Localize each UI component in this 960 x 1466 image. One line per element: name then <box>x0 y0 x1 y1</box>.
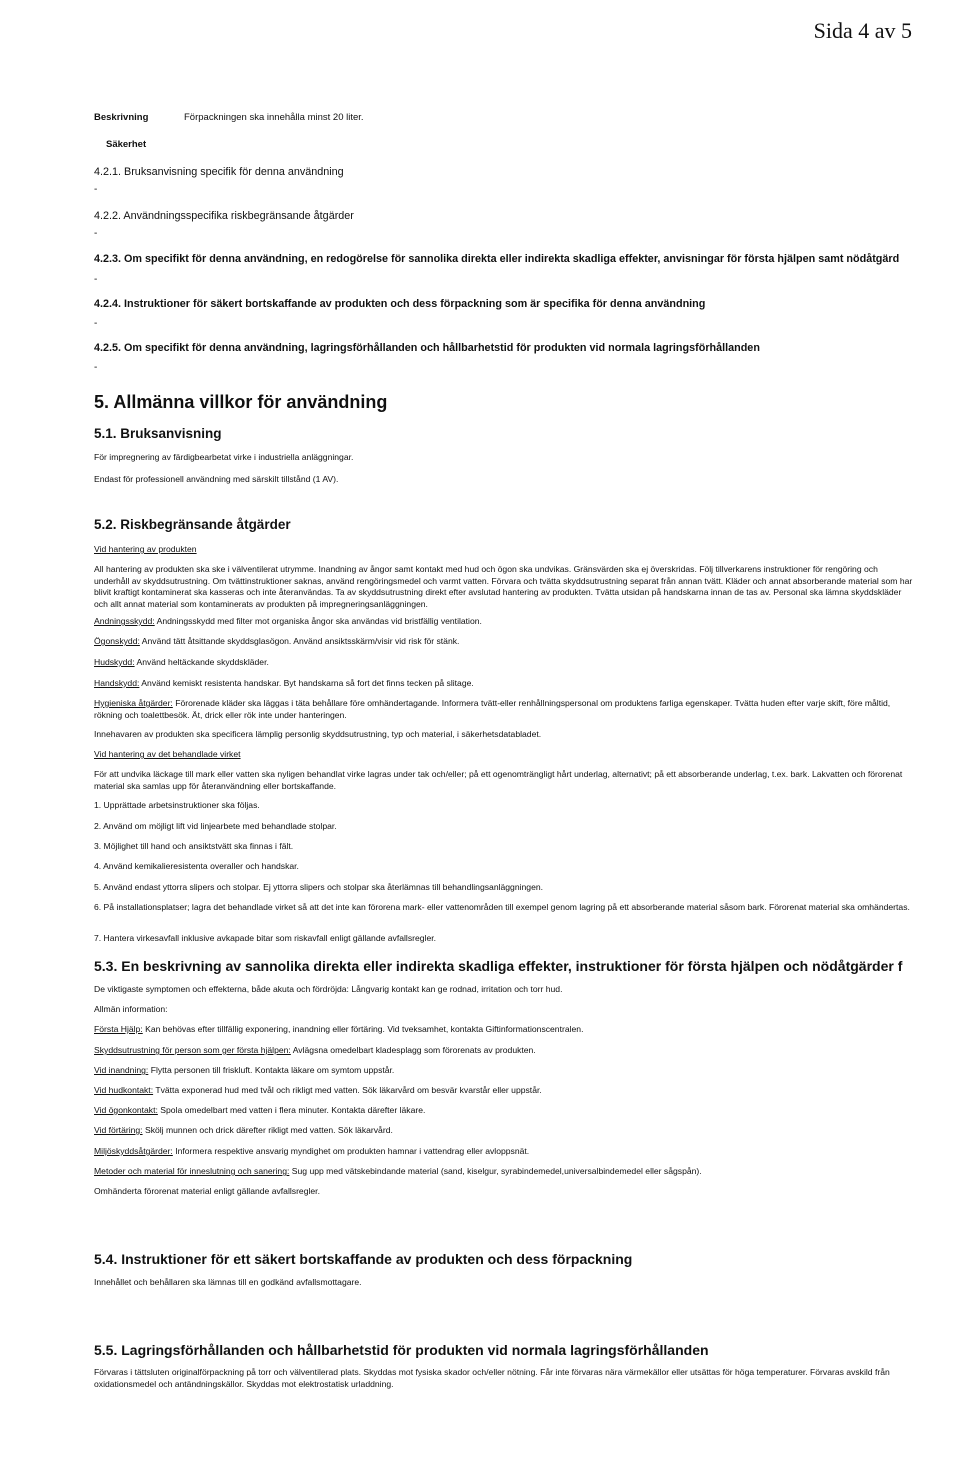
ogonkontakt-line <box>94 1105 425 1115</box>
section-5-2-p3: För att undvika läckage till mark eller vatten ska nyligen behandlat virke lagras under tak och/eller; på ett ogenomträngligt hårt underlag, alternativt; på ett absorberande underlag, t.ex. bark. Lakvatten och förorenat material ska samlas upp för återanvändning eller bortskaffande. <box>94 769 903 791</box>
dash: - <box>94 184 98 195</box>
dash: - <box>94 228 98 239</box>
hudskydd-text: Använd heltäckande skyddskläder. <box>134 657 269 667</box>
metoder-line <box>94 1166 702 1176</box>
andningsskydd-label: Andningsskydd: <box>94 616 155 626</box>
ogonkontakt-text: Spola omedelbart med vatten i flera minuter. Kontakta därefter läkare. <box>157 1105 426 1115</box>
list-item: 6. På installationsplatser; lagra det behandlade virket så att det inte kan förorena mark- eller vattenområden till exempel genom lagring på ett absorberande material såsom bark. Förorenat material ska omhändertas. <box>94 902 910 912</box>
handskydd-text: Använd kemiskt resistenta handskar. Byt handskarna så fort det finns tecken på slitage. <box>139 678 474 688</box>
section-5-3-p1: De viktigaste symptomen och effekterna, både akuta och fördröjda: Långvarig kontakt kan ge rodnad, irritation och torr hud. <box>94 984 563 994</box>
section-5-2-p1: All hantering av produkten ska ske i välventilerat utrymme. Inandning av ångor samt kontakt med hud och ögon ska undvikas. Gränsvärden ska ej överskridas. Följ tillverkarens instruktioner för rengöring och underhåll av skyddsutrustning. Om tvättinstruktioner saknas, använd rengöringsmedel och varmt vatten. Förvara och tvätta skyddsutrustning separat från annan tvätt. Kläder och annat absorberande material som har blivit kraftigt kontaminerat ska kasseras och inte återanvändas. Ta av skyddsutrustning direkt efter avslutad hantering av produkten. Tvätta utsidan på handskarna innan de tas av. Personal ska lämna skyddskläder och allt annat material som kontaminerats av produkten på impregneringsanläggningen. <box>94 564 913 609</box>
page-number: Sida 4 av 5 <box>813 18 912 43</box>
andningsskydd-text: Andningsskydd med filter mot organiska ångor ska användas vid bristfällig ventilation. <box>154 616 482 626</box>
fortaring-line <box>94 1125 393 1135</box>
forsta-hjalp-text: Kan behövas efter tillfällig exponering, inandning eller förtäring. Vid tveksamhet, kontakta Giftinformationscentralen. <box>142 1024 584 1034</box>
beskrivning-label: Beskrivning <box>94 112 149 123</box>
section-5-4-heading: 5.4. Instruktioner för ett säkert bortskaffande av produkten och dess förpackning <box>94 1251 633 1267</box>
section-5-1-p1: För impregnering av färdigbearbetat virke i industriella anläggningar. <box>94 452 354 462</box>
section-5-2-p2: Innehavaren av produkten ska specificera lämplig personlig skyddsutrustning, typ och material, i säkerhetsdatabladet. <box>94 729 542 739</box>
hudskydd-label: Hudskydd: <box>94 657 135 667</box>
beskrivning-value: Förpackningen ska innehålla minst 20 liter. <box>184 112 364 123</box>
ogonskydd-line <box>94 636 459 646</box>
section-4-2-4: 4.2.4. Instruktioner för säkert bortskaffande av produkten och dess förpackning som är specifika för denna användning <box>94 298 706 310</box>
section-5-5-p1: Förvaras i tättsluten originalförpackning på torr och välventilerad plats. Skyddas mot fysiska skador och/eller nötning. Får inte förvaras nära värmekällor eller utsättas för höga temperaturer. Förvaras avskild från oxidationsmedel och antändningskällor. Skyddas mot elektrostatisk urladdning. <box>94 1367 890 1389</box>
metoder-label: Metoder och material för inneslutning och sanering: <box>94 1166 290 1176</box>
section-5-4-p1: Innehållet och behållaren ska lämnas till en godkänd avfallsmottagare. <box>94 1277 362 1287</box>
section-5-2-heading: 5.2. Riskbegränsande åtgärder <box>94 517 291 532</box>
miljoskydd-text: Informera respektive ansvarig myndighet om produkten hamnar i vattendrag eller avloppsnät. <box>172 1146 530 1156</box>
section-4-2-3: 4.2.3. Om specifikt för denna användning, en redogörelse för sannolika direkta eller indirekta skadliga effekter, anvisningar för första hjälpen samt nödåtgärd <box>94 253 900 265</box>
list-item: 3. Möjlighet till hand och ansiktstvätt ska finnas i fält. <box>94 841 294 851</box>
list-item: 1. Upprättade arbetsinstruktioner ska följas. <box>94 800 260 810</box>
hudkontakt-label: Vid hudkontakt: <box>94 1085 154 1095</box>
section-5-1-heading: 5.1. Bruksanvisning <box>94 426 222 441</box>
list-item: 2. Använd om möjligt lift vid linjearbete med behandlade stolpar. <box>94 821 337 831</box>
list-item: 4. Använd kemikalieresistenta overaller och handskar. <box>94 861 299 871</box>
andningsskydd-line <box>94 616 482 626</box>
skyddsutrustning-label: Skyddsutrustning för person som ger första hjälpen: <box>94 1045 291 1055</box>
inandning-label: Vid inandning: <box>94 1065 149 1075</box>
hygieniska-label: Hygieniska åtgärder: <box>94 698 173 708</box>
hygieniska-text: Förorenade kläder ska läggas i täta behållare före omhändertagande. Informera tvätt-eller renhållningspersonal om produktens farliga egenskaper. Tvätta huden efter varje skift, före måltid, rökning och toalettbesök. Ät, drick eller rök inte under hanteringen. <box>94 698 891 720</box>
metoder-text: Sug upp med vätskebindande material (sand, kiselgur, syrabindemedel,universalbindemedel eller sågspån). <box>289 1166 702 1176</box>
subheading-behandlade-virket: Vid hantering av det behandlade virket <box>94 749 241 759</box>
handskydd-label: Handskydd: <box>94 678 140 688</box>
dash: - <box>94 362 98 373</box>
list-item: 7. Hantera virkesavfall inklusive avkapade bitar som riskavfall enligt gällande avfallsregler. <box>94 933 437 943</box>
sakerhet-label: Säkerhet <box>106 139 147 150</box>
section-5-3-p3: Omhänderta förorenat material enligt gällande avfallsregler. <box>94 1186 320 1196</box>
hygieniska-paragraph <box>94 698 914 721</box>
dash: - <box>94 274 98 285</box>
section-4-2-5: 4.2.5. Om specifikt för denna användning, lagringsförhållanden och hållbarhetstid för produkten vid normala lagringsförhållanden <box>94 342 760 354</box>
hudkontakt-text: Tvätta exponerad hud med tvål och rikligt med vatten. Sök läkarvård om besvär kvarstår eller uppstår. <box>153 1085 542 1095</box>
section-4-2-1: 4.2.1. Bruksanvisning specifik för denna användning <box>94 166 344 178</box>
hudkontakt-line <box>94 1085 542 1095</box>
ogonskydd-label: Ögonskydd: <box>94 636 140 646</box>
inandning-text: Flytta personen till friskluft. Kontakta läkare om symtom uppstår. <box>148 1065 395 1075</box>
dash: - <box>94 318 98 329</box>
subheading-hantering-produkten: Vid hantering av produkten <box>94 544 197 554</box>
skyddsutrustning-text: Avlägsna omedelbart kladesplagg som förorenats av produkten. <box>290 1045 536 1055</box>
ogonskydd-text: Använd tätt åtsittande skyddsglasögon. Använd ansiktsskärm/visir vid risk för stänk. <box>139 636 460 646</box>
ogonkontakt-label: Vid ögonkontakt: <box>94 1105 158 1115</box>
miljoskydd-label: Miljöskyddsåtgärder: <box>94 1146 173 1156</box>
fortaring-text: Skölj munnen och drick därefter rikligt med vatten. Sök läkarvård. <box>142 1125 393 1135</box>
forsta-hjalp-label: Första Hjälp: <box>94 1024 143 1034</box>
inandning-line <box>94 1065 394 1075</box>
section-5-heading: 5. Allmänna villkor för användning <box>94 392 388 412</box>
handskydd-line <box>94 678 474 688</box>
miljoskydd-line <box>94 1146 529 1156</box>
section-5-1-p2: Endast för professionell användning med särskilt tillstånd (1 AV). <box>94 474 339 484</box>
section-5-3-heading: 5.3. En beskrivning av sannolika direkta eller indirekta skadliga effekter, instruktioner för första hjälpen och nödåtgärder f <box>94 958 903 974</box>
section-5-5-heading: 5.5. Lagringsförhållanden och hållbarhetstid för produkten vid normala lagringsförhållanden <box>94 1342 709 1358</box>
list-item: 5. Använd endast yttorra slipers och stolpar. Ej yttorra slipers och stolpar ska återlämnas till behandlingsanläggningen. <box>94 882 544 892</box>
forsta-hjalp-line <box>94 1024 583 1034</box>
skyddsutrustning-line <box>94 1045 536 1055</box>
section-5-3-p2: Allmän information: <box>94 1004 168 1014</box>
fortaring-label: Vid förtäring: <box>94 1125 143 1135</box>
hudskydd-line <box>94 657 269 667</box>
section-4-2-2: 4.2.2. Användningsspecifika riskbegränsande åtgärder <box>94 210 354 222</box>
